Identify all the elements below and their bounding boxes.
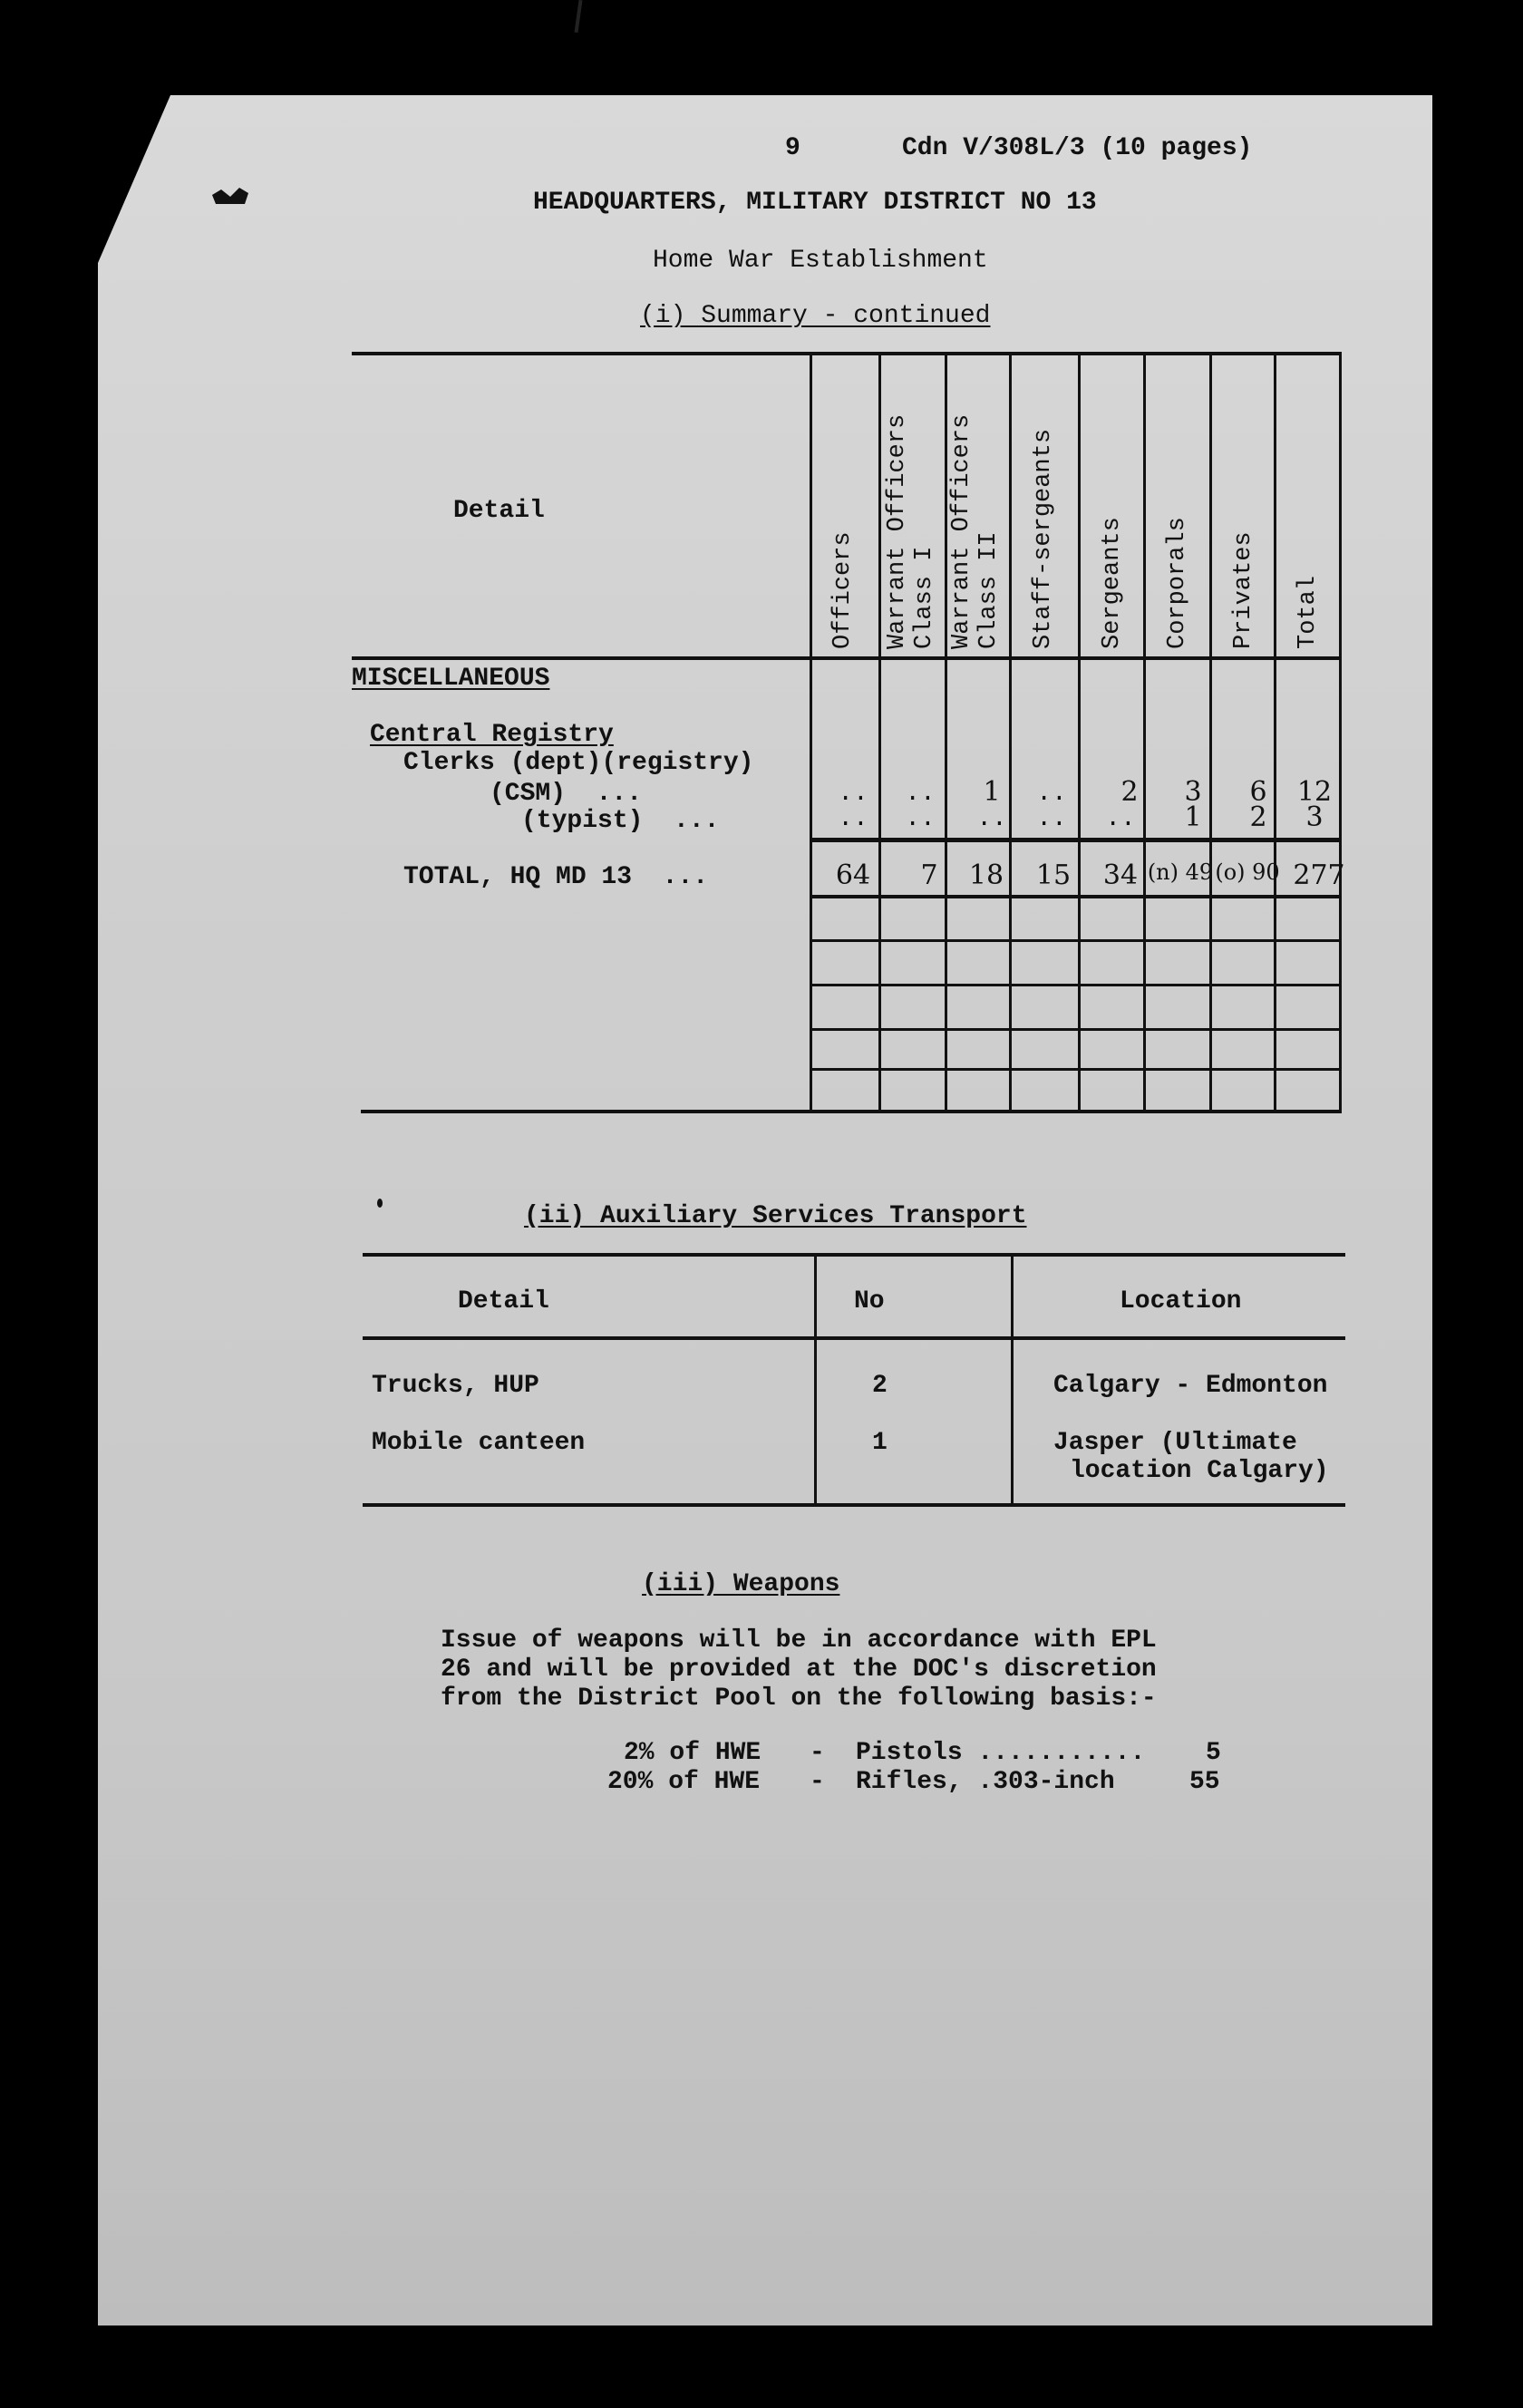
- document-reference: Cdn V/308L/3 (10 pages): [902, 134, 1253, 162]
- document-subtitle: Home War Establishment: [653, 247, 988, 275]
- total-value: (n) 49: [1147, 859, 1214, 885]
- grid-line: [810, 939, 1342, 942]
- table-bottom-rule: [361, 1110, 1342, 1113]
- total-row-top-rule: [810, 838, 1342, 840]
- col-divider: [878, 352, 881, 1112]
- row-label: Clerks (dept)(registry): [403, 749, 754, 777]
- transport-row-location: Jasper (Ultimate: [1053, 1429, 1297, 1457]
- col-divider: [810, 352, 812, 1112]
- document-title: HEADQUARTERS, MILITARY DISTRICT NO 13: [533, 189, 1097, 217]
- table-header-rule: [352, 656, 1342, 660]
- transport-header-detail: Detail: [458, 1287, 549, 1316]
- weapons-paragraph-line: Issue of weapons will be in accordance with EPL: [441, 1626, 1157, 1655]
- transport-header-rule: [363, 1336, 1345, 1340]
- cell-value: 2: [1120, 776, 1139, 808]
- scratch-line: [575, 0, 583, 33]
- cell-value: ..: [905, 805, 936, 833]
- subsection-label: Central Registry: [370, 721, 614, 749]
- section-iii-title: (iii) Weapons: [642, 1570, 840, 1598]
- page-number: 9: [785, 134, 800, 162]
- section-label: MISCELLANEOUS: [352, 665, 550, 693]
- transport-top-rule: [363, 1253, 1345, 1257]
- col-divider: [1011, 1253, 1014, 1506]
- column-header-officers: Officers: [829, 531, 857, 649]
- column-header-staff-sergeants: Staff-sergeants: [1030, 428, 1057, 649]
- total-value: (o) 90: [1215, 859, 1280, 885]
- cell-value: ..: [905, 780, 936, 808]
- cell-value: ..: [838, 780, 868, 808]
- cell-value: 3: [1184, 776, 1202, 808]
- weapons-item-name: Rifles, .303-inch: [856, 1768, 1115, 1796]
- transport-row-location-cont: location Calgary): [1070, 1457, 1329, 1485]
- cell-value: ..: [976, 805, 1007, 833]
- cell-value: 6: [1249, 776, 1267, 808]
- stray-mark: [377, 1199, 383, 1208]
- col-divider: [1143, 352, 1146, 1112]
- transport-row-no: 2: [872, 1372, 888, 1400]
- transport-row-location: Calgary - Edmonton: [1053, 1372, 1328, 1400]
- cell-value: ..: [1036, 780, 1067, 808]
- column-header-sergeants: Sergeants: [1099, 517, 1126, 649]
- weapons-item-qty: 5: [1206, 1739, 1221, 1767]
- weapons-item-percent: 20% of HWE: [607, 1768, 761, 1796]
- col-divider: [945, 352, 947, 1112]
- grid-line: [810, 1028, 1342, 1031]
- total-value: 64: [835, 859, 871, 891]
- transport-header-location: Location: [1120, 1287, 1242, 1316]
- col-divider: [1078, 352, 1081, 1112]
- weapons-item-qty: 55: [1189, 1768, 1220, 1796]
- weapons-item-percent: 2% of HWE: [624, 1739, 762, 1767]
- col-divider: [1009, 352, 1012, 1112]
- grid-line: [810, 896, 1342, 898]
- column-header-total: Total: [1295, 575, 1322, 649]
- weapons-paragraph-line: 26 and will be provided at the DOC's discretion: [441, 1656, 1157, 1684]
- section-ii-title: (ii) Auxiliary Services Transport: [524, 1202, 1027, 1230]
- total-label: TOTAL, HQ MD 13 ...: [403, 863, 709, 891]
- column-header-privates: Privates: [1230, 531, 1257, 649]
- transport-row-detail: Mobile canteen: [372, 1429, 586, 1457]
- col-divider: [1339, 352, 1342, 1112]
- total-value: 7: [920, 859, 938, 891]
- transport-header-no: No: [854, 1287, 885, 1316]
- binder-clip-mark: [210, 186, 250, 206]
- total-value: 15: [1035, 859, 1072, 891]
- cell-value: 12: [1296, 776, 1333, 808]
- grid-line: [810, 1068, 1342, 1071]
- weapons-item-name: Pistols ...........: [856, 1739, 1146, 1767]
- col-divider: [1209, 352, 1212, 1112]
- cell-value: 2: [1249, 801, 1267, 833]
- column-header-wo-class-1: Warrant Officers Class I: [884, 413, 938, 649]
- transport-row-detail: Trucks, HUP: [372, 1372, 539, 1400]
- cell-value: ..: [1036, 805, 1067, 833]
- cell-value: ..: [1105, 805, 1136, 833]
- section-i-title: (i) Summary - continued: [640, 302, 991, 330]
- weapons-item-dash: -: [810, 1739, 825, 1767]
- table-top-rule: [352, 352, 1342, 355]
- row-label: (typist) ...: [521, 807, 720, 835]
- cell-value: 1: [983, 776, 1001, 808]
- weapons-item-dash: -: [810, 1768, 825, 1796]
- total-value: 18: [968, 859, 1004, 891]
- transport-row-no: 1: [872, 1429, 888, 1457]
- detail-column-header: Detail: [453, 497, 545, 525]
- col-divider: [814, 1253, 817, 1506]
- cell-value: 3: [1305, 801, 1324, 833]
- weapons-paragraph-line: from the District Pool on the following basis:-: [441, 1685, 1157, 1713]
- total-value: 34: [1102, 859, 1139, 891]
- grid-line: [810, 984, 1342, 986]
- column-header-wo-class-2: Warrant Officers Class II: [948, 413, 1003, 649]
- total-value: 277: [1293, 859, 1345, 891]
- transport-bottom-rule: [363, 1503, 1345, 1507]
- column-header-corporals: Corporals: [1164, 517, 1191, 649]
- cell-value: 1: [1184, 801, 1202, 833]
- cell-value: ..: [838, 805, 868, 833]
- col-divider: [1274, 352, 1276, 1112]
- row-label: (CSM) ...: [490, 780, 643, 808]
